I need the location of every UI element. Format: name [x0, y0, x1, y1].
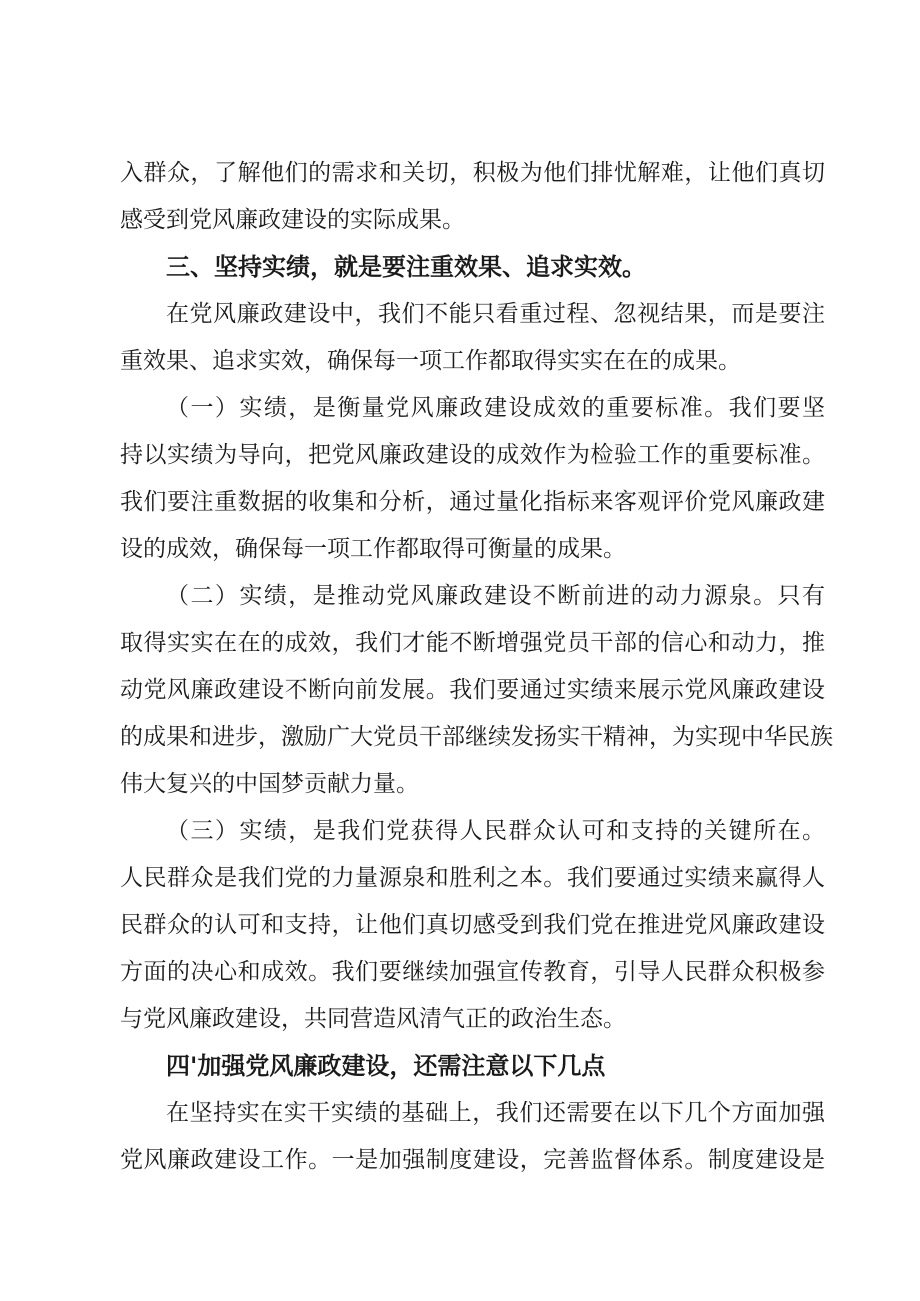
text-line: 动党风廉政建设不断向前发展。我们要通过实绩来展示党风廉政建设: [120, 677, 825, 703]
text-line: 民群众的认可和支持，让他们真切感受到我们党在推进党风廉政建设: [120, 912, 825, 938]
text-line: 与党风廉政建设，共同营造风清气正的政治生态。: [120, 1006, 626, 1032]
text-line: 取得实实在在的成效，我们才能不断增强党员干部的信心和动力，推: [120, 630, 825, 656]
text-line: （三）实绩，是我们党获得人民群众认可和支持的关键所在。: [166, 818, 825, 844]
text-line: 入群众，了解他们的需求和关切，积极为他们排忧解难，让他们真切: [120, 160, 825, 186]
text-line: 的成果和进步，激励广大党员干部继续发扬实干精神，为实现中华民族: [120, 724, 833, 750]
text-line: （一）实绩，是衡量党风廉政建设成效的重要标准。我们要坚: [166, 395, 825, 421]
text-line: 我们要注重数据的收集和分析，通过量化指标来客观评价党风廉政建: [120, 489, 825, 515]
section-heading-3: 三、坚持实绩，就是要注重效果、追求实效。: [166, 253, 646, 281]
text-line: 设的成效，确保每一项工作都取得可衡量的成果。: [120, 536, 626, 562]
text-line: 感受到党风廉政建设的实际成果。: [120, 207, 465, 233]
text-line: 方面的决心和成效。我们要继续加强宣传教育，引导人民群众积极参: [120, 959, 825, 985]
document-body: [120, 150, 833, 1184]
text-line: 伟大复兴的中国梦贡献力量。: [120, 771, 419, 797]
text-line: （二）实绩，是推动党风廉政建设不断前进的动力源泉。只有: [166, 583, 825, 609]
text-line: 党风廉政建设工作。一是加强制度建设，完善监督体系。制度建设是: [120, 1147, 825, 1173]
text-line: 在坚持实在实干实绩的基础上，我们还需要在以下几个方面加强: [166, 1100, 825, 1126]
text-line: 持以实绩为导向，把党风廉政建设的成效作为检验工作的重要标准。: [120, 442, 825, 468]
text-line: 在党风廉政建设中，我们不能只看重过程、忽视结果，而是要注: [166, 301, 825, 327]
text-line: 重效果、追求实效，确保每一项工作都取得实实在在的成果。: [120, 348, 741, 374]
section-heading-4: 四'加强党风廉政建设，还需注意以下几点: [166, 1052, 606, 1080]
text-line: 人民群众是我们党的力量源泉和胜利之本。我们要通过实绩来赢得人: [120, 865, 825, 891]
